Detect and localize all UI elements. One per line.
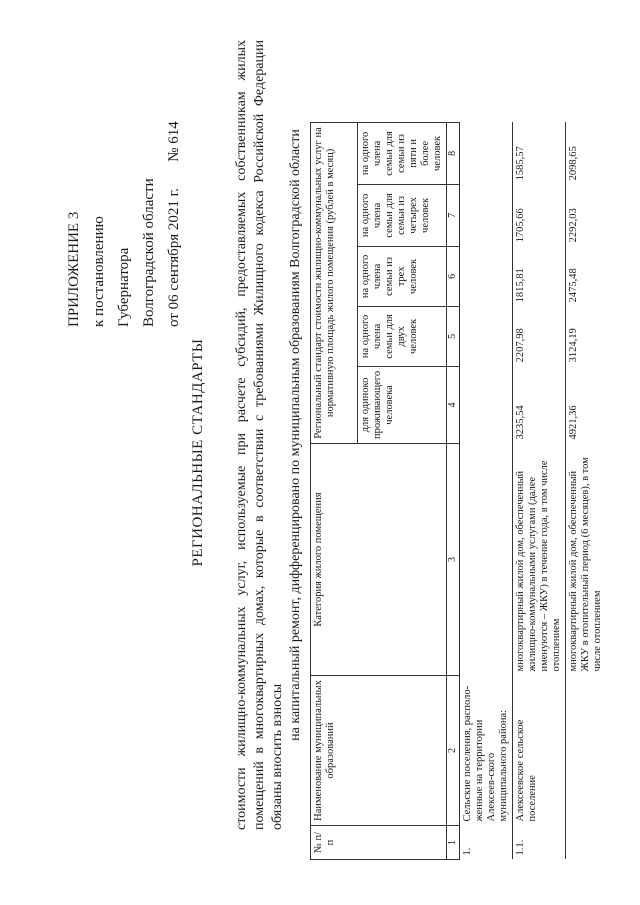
row-value: 3124,19 [566, 306, 607, 366]
intro-paragraph [233, 40, 305, 830]
intro-text: стоимости жилищно-коммунальных услуг, используемые при расчете субсидий, предоставляемых собственникам жилых помещений в многоквартирных домах, которые в соответствии с требованиями Жилищного кодекса Российской Федерации обязаны вносить взносы [234, 40, 285, 830]
row-value [460, 246, 513, 306]
header-sub-col: для одиноко проживающего человека [358, 366, 447, 443]
row-value: 2207,98 [513, 306, 566, 366]
standards-table [310, 122, 606, 860]
row-no: 1.1. [513, 826, 566, 860]
column-number: 2 [447, 676, 460, 826]
column-number: 3 [447, 444, 460, 676]
row-no [566, 826, 607, 860]
row-value [460, 184, 513, 246]
row-value: 3235,54 [513, 366, 566, 443]
header-sub-col: на одного члена семьи для семьи из пяти и более человек [358, 122, 447, 184]
column-number: 7 [447, 184, 460, 246]
row-name: Алексеевское сельское поселение [513, 676, 566, 826]
row-value: 2475,48 [566, 246, 607, 306]
row-name: Сельские поселения, располо-женные на территории Алексеев-ского муниципального района: [460, 676, 513, 826]
row-value: 2292,03 [566, 184, 607, 246]
column-number: 4 [447, 366, 460, 443]
row-value [460, 122, 513, 184]
row-value: 4921,36 [566, 366, 607, 443]
intro-last-line: на капитальный ремонт, дифференцировано по муниципальным образованиям Волгоградской области [288, 129, 303, 741]
row-value: 1815,81 [513, 246, 566, 306]
appendix-line: Волгоградской области [141, 178, 157, 327]
document-title: РЕГИОНАЛЬНЫЕ СТАНДАРТЫ [190, 338, 206, 567]
column-number: 1 [447, 826, 460, 860]
column-number: 8 [447, 122, 460, 184]
row-category: многоквартирный жилой дом, обеспеченный жилищно-коммунальными услугами (далее именуются – ЖКУ) в течение года, в том числе отоплением [513, 444, 566, 676]
appendix-date: от 06 сентября 2021 г. [166, 188, 182, 327]
appendix-line: Губернатора [116, 247, 132, 327]
row-value [460, 306, 513, 366]
row-category [460, 444, 513, 676]
table-row [460, 122, 513, 859]
row-category: многоквартирный жилой дом, обеспеченный ЖКУ в отопительный период (6 месяцев), в том числе отоплением [566, 444, 607, 676]
header-group: Региональный стандарт стоимости жилищно-коммунальных услуг на нормативную площадь жилого помещения (рублей в месяц) [311, 122, 358, 443]
header-no: № п/п [311, 826, 447, 860]
appendix-number: № 614 [166, 121, 182, 162]
appendix-date-line [162, 121, 187, 327]
table-row [566, 122, 607, 859]
table-row [513, 122, 566, 859]
row-value: 1705,66 [513, 184, 566, 246]
row-name [566, 676, 607, 826]
row-value: 1585,57 [513, 122, 566, 184]
row-value: 2098,65 [566, 122, 607, 184]
appendix-block [62, 121, 187, 327]
appendix-line: к постановлению [91, 216, 107, 327]
column-number: 5 [447, 306, 460, 366]
appendix-title: ПРИЛОЖЕНИЕ 3 [66, 211, 82, 327]
header-sub-col: на одного члена семьи для двух человек [358, 306, 447, 366]
column-number: 6 [447, 246, 460, 306]
header-category: Категория жилого помещения [311, 444, 447, 676]
header-sub-col: на одного члена семьи для семьи из четырех человек [358, 184, 447, 246]
header-name: Наименование муниципальных образований [311, 676, 447, 826]
header-sub-col: на одного члена семьи из трех человек [358, 246, 447, 306]
row-value [460, 366, 513, 443]
row-no: 1. [460, 826, 513, 860]
